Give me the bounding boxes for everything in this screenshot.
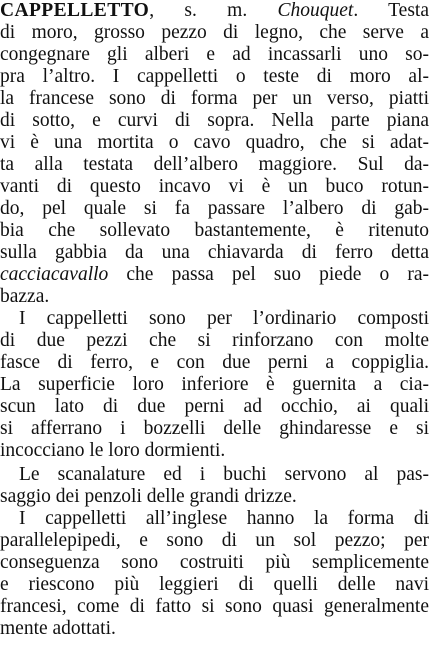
text-line: scun lato di due perni ad occhio, ai quali — [0, 396, 429, 417]
text-line: bazza. — [0, 286, 50, 307]
paragraph-start-line: Le scanalature ed i buchi servono al pas- — [19, 464, 429, 485]
text-line: pra l’altro. I cappelletti o teste di moro al- — [0, 66, 429, 87]
text-line: parallelepipedi, e sono di un sol pezzo; per — [0, 530, 429, 551]
text-line: vi è una mortita o cavo quadro, che si adat- — [0, 132, 429, 153]
text-line: mente adottati. — [0, 618, 116, 639]
text-line: di moro, grosso pezzo di legno, che serve a — [0, 22, 429, 43]
text-line: do, pel quale si fa passare l’albero di gab- — [0, 198, 429, 219]
entry-grammar: , s. m. — [149, 0, 248, 21]
entry-french-term: Chouquet — [277, 0, 354, 21]
text-line: di due pezzi che si rinforzano con molte — [0, 330, 429, 351]
text-line: di sotto, e curvi di sopra. Nella parte piana — [0, 110, 429, 131]
text-line: si afferrano i bozzelli delle ghindaresse e si — [0, 418, 429, 439]
entry-first-line-tail: . Testa — [353, 0, 429, 21]
text-line: la francese sono di forma per un verso, piatti — [0, 88, 429, 109]
entry-first-line — [0, 0, 429, 22]
text-line: ta alla testata dell’albero maggiore. Sul da- — [0, 154, 429, 175]
text-line: sulla gabbia da una chiavarda di ferro detta — [0, 242, 429, 263]
text-line: conseguenza sono costruiti più semplicemente — [0, 552, 429, 573]
cacciacavallo-rest: che passa pel suo piede o ra- — [108, 264, 429, 285]
cacciacavallo-line — [0, 264, 429, 286]
text-line: fasce di ferro, e con due perni a coppiglia. — [0, 352, 429, 373]
text-line: vanti di questo incavo vi è un buco rotun- — [0, 176, 429, 197]
paragraph-start-line: I cappelletti sono per l’ordinario composti — [19, 308, 429, 329]
paragraph-start-line: I cappelletti all’inglese hanno la forma di — [19, 508, 429, 529]
text-line: congegnare gli alberi e ad incassarli uno so- — [0, 44, 429, 65]
text-line: bia che sollevato bastantemente, è ritenuto — [0, 220, 429, 241]
cacciacavallo-term: cacciacavallo — [0, 264, 109, 285]
text-line: e riescono più leggieri di quelli delle navi — [0, 574, 429, 595]
text-line: francesi, come di fatto si sono quasi generalmente — [0, 596, 429, 617]
text-line: incocciano le loro dormienti. — [0, 440, 226, 461]
text-line: La superficie loro inferiore è guernita a cia- — [0, 374, 429, 395]
entry-headword: CAPPELLETTO — [0, 0, 150, 21]
text-line: saggio dei penzoli delle grandi drizze. — [0, 486, 297, 507]
